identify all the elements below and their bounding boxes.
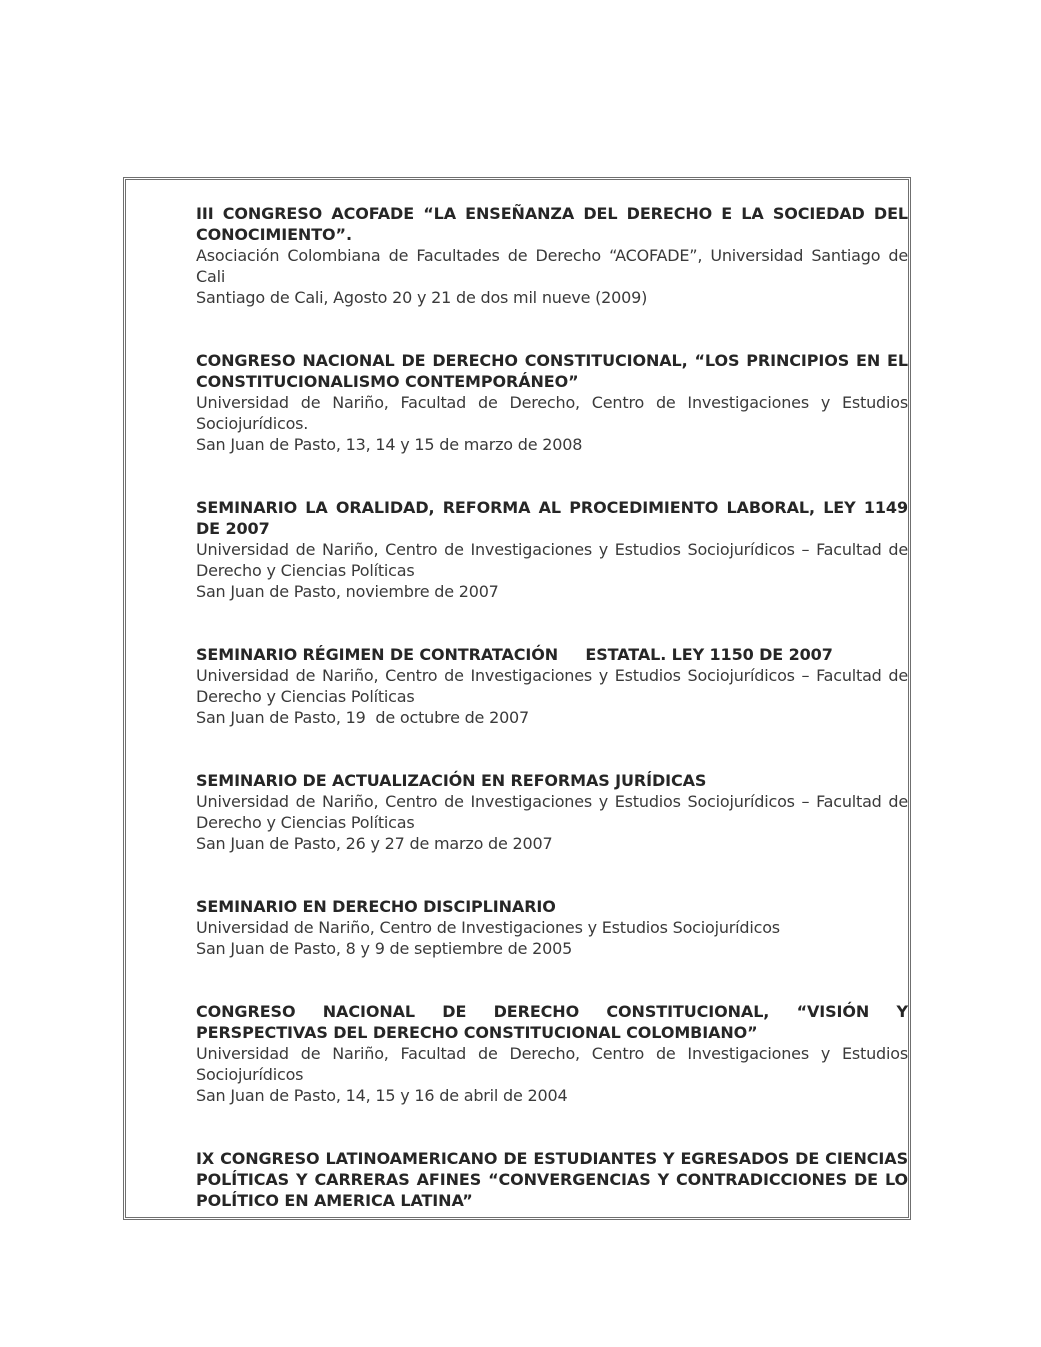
event-place-date: San Juan de Pasto, 8 y 9 de septiembre de 2005 [196,939,573,958]
event-title: III CONGRESO ACOFADE “LA ENSEÑANZA DEL DERECHO E LA SOCIEDAD DEL CONOCIMIENTO”. [196,204,908,244]
event-entry [196,350,908,455]
event-title: SEMINARIO EN DERECHO DISCIPLINARIO [196,897,556,916]
event-entry [196,497,908,602]
event-organizer: Universidad de Nariño, Centro de Investigaciones y Estudios Sociojurídicos – Facultad de Derecho y Ciencias Políticas [196,792,908,832]
event-place-date: Santiago de Cali, Agosto 20 y 21 de dos mil nueve (2009) [196,288,648,307]
event-organizer: Asociación Colombiana de Facultades de Derecho “ACOFADE”, Universidad Santiago de Cali [196,246,908,286]
event-organizer: Universidad de Nariño, Facultad de Derecho, Centro de Investigaciones y Estudios Sociojurídicos [196,1044,908,1084]
event-entry [196,1001,908,1106]
event-organizer: Universidad de Nariño, Centro de Investigaciones y Estudios Sociojurídicos – Facultad de Derecho y Ciencias Políticas [196,540,908,580]
event-title: CONGRESO NACIONAL DE DERECHO CONSTITUCIONAL, “LOS PRINCIPIOS EN EL CONSTITUCIONALISMO CONTEMPORÁNEO” [196,351,908,391]
event-title: IX CONGRESO LATINOAMERICANO DE ESTUDIANTES Y EGRESADOS DE CIENCIAS POLÍTICAS Y CARRERAS AFINES “CONVERGENCIAS Y CONTRADICCIONES DE LO POLÍTICO EN AMERICA LATINA” [196,1149,908,1210]
event-title: SEMINARIO DE ACTUALIZACIÓN EN REFORMAS JURÍDICAS [196,771,707,790]
event-title: SEMINARIO RÉGIMEN DE CONTRATACIÓN ESTATAL. LEY 1150 DE 2007 [196,645,833,664]
event-place-date: San Juan de Pasto, 26 y 27 de marzo de 2007 [196,834,553,853]
event-entry [196,896,908,959]
event-entry [196,1148,908,1211]
event-entry [196,644,908,728]
event-organizer: Universidad de Nariño, Centro de Investigaciones y Estudios Sociojurídicos [196,918,780,937]
event-organizer: Universidad de Nariño, Facultad de Derecho, Centro de Investigaciones y Estudios Sociojurídicos. [196,393,908,433]
event-place-date: San Juan de Pasto, noviembre de 2007 [196,582,499,601]
event-organizer: Universidad de Nariño, Centro de Investigaciones y Estudios Sociojurídicos – Facultad de Derecho y Ciencias Políticas [196,666,908,706]
event-place-date: San Juan de Pasto, 19 de octubre de 2007 [196,708,530,727]
event-place-date: San Juan de Pasto, 14, 15 y 16 de abril de 2004 [196,1086,568,1105]
event-title: SEMINARIO LA ORALIDAD, REFORMA AL PROCEDIMIENTO LABORAL, LEY 1149 DE 2007 [196,498,908,538]
event-place-date: San Juan de Pasto, 13, 14 y 15 de marzo de 2008 [196,435,583,454]
event-entry [196,203,908,308]
event-title: CONGRESO NACIONAL DE DERECHO CONSTITUCIONAL, “VISIÓN Y PERSPECTIVAS DEL DERECHO CONSTITUCIONAL COLOMBIANO” [196,1002,908,1042]
event-entry [196,770,908,854]
events-list [196,203,908,1211]
